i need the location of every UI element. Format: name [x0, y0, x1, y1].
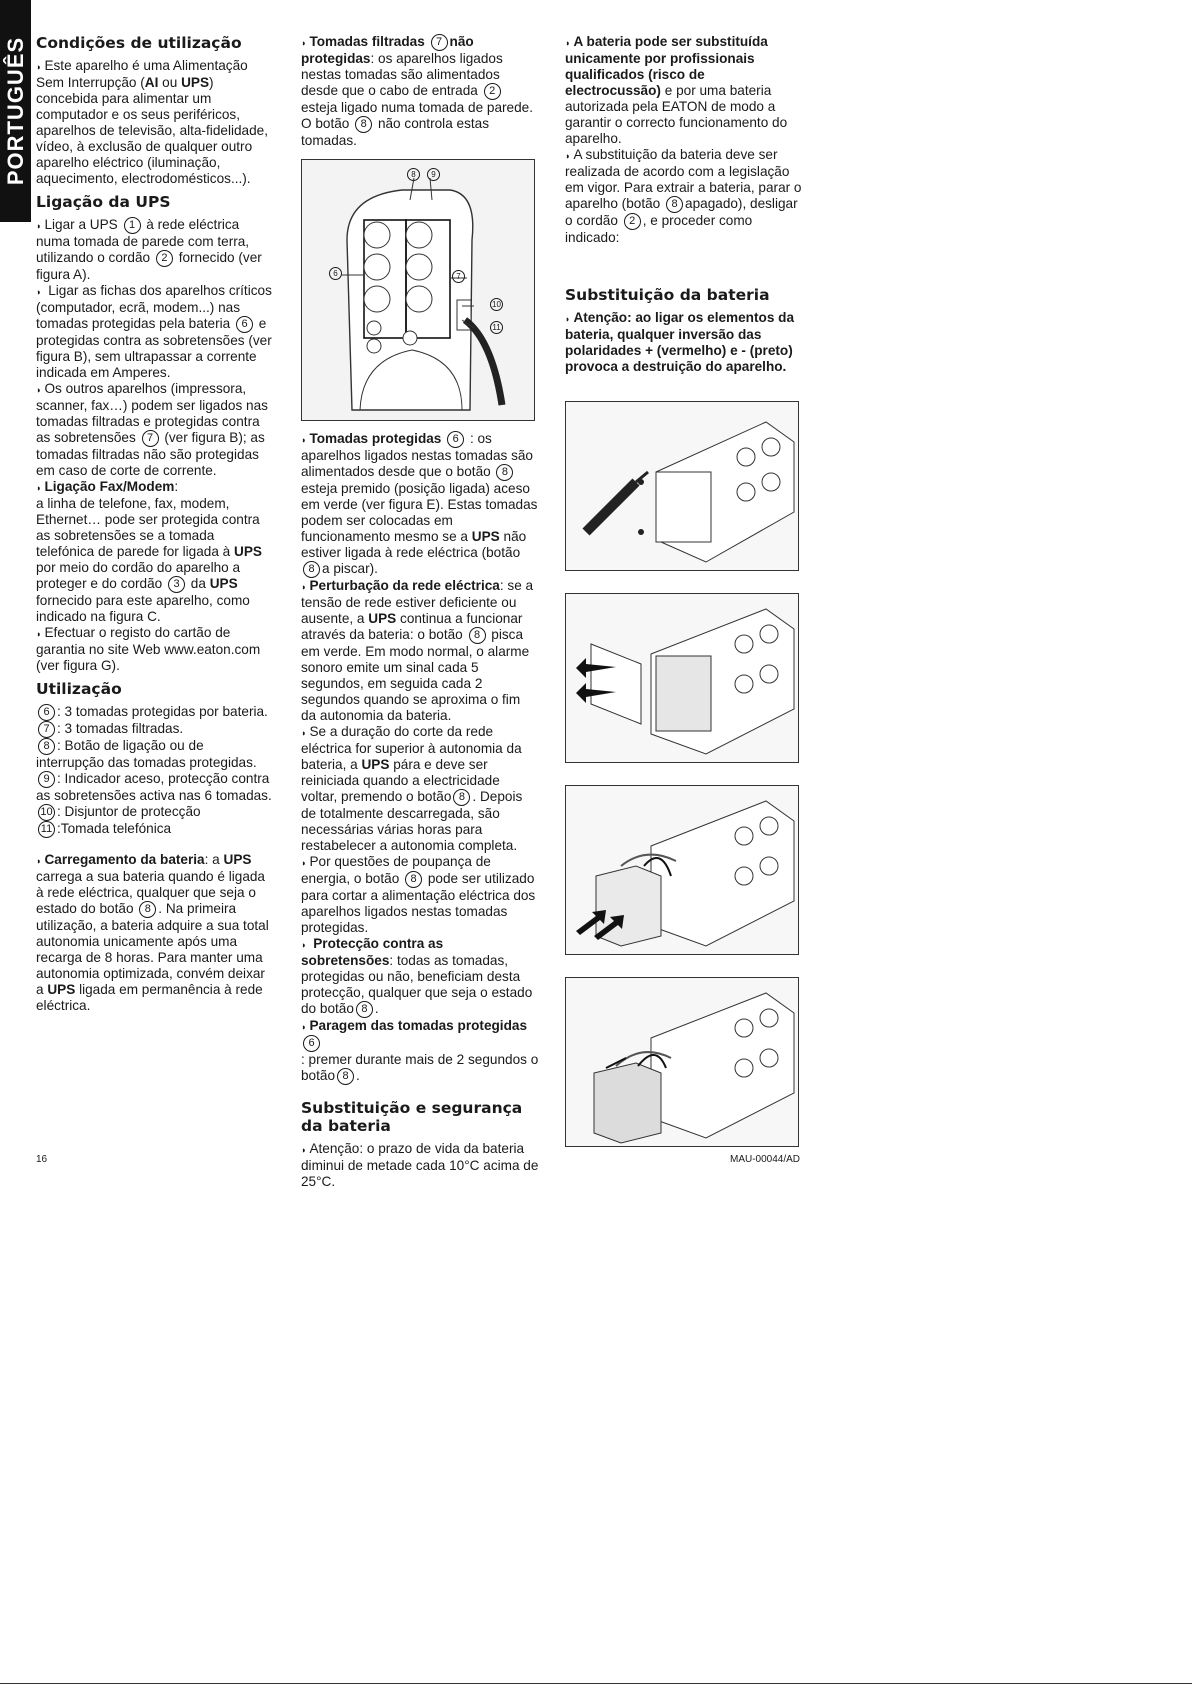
callout-number: 6	[303, 1035, 320, 1052]
heading-battery-replacement: Substituição da bateria	[565, 286, 770, 304]
paragraph-qualified-warning: ◗ A bateria pode ser substituída unicamente por profissionais qualificados (risco de electrocussão) e por uma bateria autorizada pela EATON de modo a garantir o correcto funcionamento do aparelho.	[565, 34, 788, 146]
callout-number: 6	[447, 431, 464, 448]
usage-item-6: 6 : 3 tomadas protegidas por bateria.	[36, 704, 272, 721]
bullet-arrow-icon: ◗	[36, 62, 42, 72]
usage-item-8: 8 : Botão de ligação ou de interrupção das tomadas protegidas.	[36, 738, 257, 771]
bullet-arrow-icon: ◗	[565, 314, 571, 324]
bullet-arrow-icon: ◗	[301, 582, 307, 593]
bullet-arrow-icon: ◗	[36, 385, 42, 396]
step-figure-connect-battery	[565, 977, 799, 1147]
step-figure-remove-cover	[565, 593, 799, 763]
heading-replacement-safety: Substituição e segurança da bateria	[301, 1099, 523, 1136]
callout-number: 6	[236, 316, 253, 333]
heading-connection: Ligação da UPS	[36, 193, 171, 211]
paragraph-warranty: ◗ Efectuar o registo do cartão de garantia no site Web www.eaton.com (ver figura G).	[36, 625, 261, 674]
paragraph-grid-disturbance: ◗ Perturbação da rede eléctrica: se a tensão de rede estiver deficiente ou ausente, a UPS continua a funcionar através da bateria: o botão 8 pisca em verde. Em modo normal, o alarme sonoro emite um sinal cada 5 segundos, em seguida cada 2 segundos quando se aproxima o fim da autonomia da bateria.	[301, 578, 534, 724]
paragraph-replacement-procedure: ◗ A substituição da bateria deve ser realizada de acordo com a legislação em vigor. Para extrair a bateria, parar o aparelho (botão 8 apagado), desligar o cordão 2 , e proceder como indicado:	[565, 147, 802, 245]
callout-number: 7	[142, 430, 159, 447]
callout-number: 6	[38, 704, 55, 721]
callout-number: 8	[496, 464, 513, 481]
paragraph-polarity-warning: ◗ Atenção: ao ligar os elementos da bateria, qualquer inversão das polaridades + (vermelho) e - (preto) provoca a destruição do aparelho.	[565, 310, 795, 374]
figure-label: 11	[490, 321, 503, 334]
heading-usage: Utilização	[36, 680, 122, 699]
paragraph-connect-other: ◗ Os outros aparelhos (impressora, scanner, fax…) podem ser ligados nas tomadas filtradas e protegidas contra as sobretensões 7 (ver figura B); as tomadas filtradas não são protegidas em caso de corte de corrente.	[36, 381, 268, 479]
figure-label: 6	[329, 267, 342, 280]
ups-illustration	[302, 160, 534, 420]
callout-number: 8	[405, 871, 422, 888]
callout-number: 2	[624, 213, 641, 230]
paragraph-outage-duration: ◗ Se a duração do corte da rede eléctrica for superior à autonomia da bateria, a UPS pára e deve ser reiniciada quando a electricidade voltar, premendo o botão 8 . Depois de totalmente descarregada, são necessárias várias horas para restabelecer a autonomia completa.	[301, 724, 523, 854]
language-tab-label: PORTUGUÊS	[2, 36, 28, 186]
document-code: MAU-00044/AD	[730, 1154, 801, 1165]
callout-number: 10	[38, 804, 55, 821]
callout-number: 8	[337, 1068, 354, 1085]
column-2	[301, 34, 539, 1190]
callout-number: 8	[469, 627, 486, 644]
bullet-arrow-icon: ◗	[565, 38, 571, 48]
figure-label: 7	[452, 270, 465, 283]
bullet-arrow-icon: ◗	[36, 483, 42, 494]
bullet-arrow-icon: ◗	[36, 856, 42, 867]
paragraph-surge-protection: ◗ Protecção contra as sobretensões: todas as tomadas, protegidas ou não, beneficiam desta protecção, qualquer que seja o estado do botão 8 .	[301, 936, 533, 1017]
bullet-arrow-icon: ◗	[301, 1022, 307, 1033]
paragraph-stop-protected: ◗ Paragem das tomadas protegidas 6 : premer durante mais de 2 segundos o botão 8 .	[301, 1018, 539, 1084]
callout-number: 1	[124, 217, 141, 234]
bullet-arrow-icon: ◗	[565, 151, 571, 161]
callout-number: 8	[355, 116, 372, 133]
step-figure-extract-battery	[565, 785, 799, 955]
callout-number: 8	[139, 901, 156, 918]
callout-number: 11	[38, 821, 55, 838]
callout-number: 2	[484, 83, 501, 100]
callout-number: 8	[356, 1001, 373, 1018]
bullet-arrow-icon: ◗	[301, 1145, 307, 1156]
ups-front-figure	[301, 159, 535, 421]
step-figure-unscrew	[565, 401, 799, 571]
heading-conditions: Condições de utilização	[36, 34, 242, 52]
bullet-arrow-icon: ◗	[301, 728, 307, 739]
bullet-arrow-icon: ◗	[301, 940, 307, 951]
paragraph-battery-charging: ◗ Carregamento da bateria: a UPS carrega a sua bateria quando é ligada à rede eléctrica, qualquer que seja o estado do botão 8 . Na primeira utilização, a bateria adquire a sua total autonomia unicamente após uma recarga de 8 horas. Para manter uma autonomia optimizada, convém deixar a UPS ligada em permanência à rede eléctrica.	[36, 852, 269, 1014]
column-3	[565, 34, 803, 1147]
callout-number: 8	[303, 561, 320, 578]
page-bottom-rule	[0, 1683, 1192, 1684]
callout-number: 8	[666, 196, 683, 213]
callout-number: 7	[431, 34, 448, 51]
callout-number: 8	[453, 789, 470, 806]
usage-item-11: 11 :Tomada telefónica	[36, 821, 272, 838]
paragraph-energy-saving: ◗ Por questões de poupança de energia, o botão 8 pode ser utilizado para cortar a alimentação eléctrica dos aparelhos ligados nestas tomadas protegidas.	[301, 854, 536, 936]
callout-number: 8	[38, 738, 55, 755]
bullet-arrow-icon: ◗	[36, 629, 42, 640]
language-tab	[0, 0, 31, 222]
paragraph-connect-ups: ◗ Ligar a UPS 1 à rede eléctrica numa tomada de parede com terra, utilizando o cordão 2 fornecido (ver figura A).	[36, 217, 262, 283]
paragraph-connect-critical: ◗ Ligar as fichas dos aparelhos críticos (computador, ecrã, modem...) nas tomadas protegidas pela bateria 6 e protegidas contra as sobretensões (ver figura B), sem ultrapassar a corrente indicada em Amperes.	[36, 283, 272, 381]
callout-number: 3	[168, 576, 185, 593]
callout-number: 9	[38, 771, 55, 788]
page-number: 16	[36, 1154, 48, 1165]
callout-number: 7	[38, 721, 55, 738]
figure-label: 9	[427, 168, 440, 181]
callout-number: 2	[156, 250, 173, 267]
figure-label: 8	[407, 168, 420, 181]
bullet-arrow-icon: ◗	[36, 221, 42, 232]
paragraph-battery-life: ◗ Atenção: o prazo de vida da bateria diminui de metade cada 10°C acima de 25°C.	[301, 1141, 539, 1190]
bullet-arrow-icon: ◗	[36, 287, 42, 298]
figure-label: 10	[490, 298, 503, 311]
usage-item-7: 7 : 3 tomadas filtradas.	[36, 721, 272, 738]
paragraph-filtered-outlets: ◗ Tomadas filtradas 7 não protegidas: os aparelhos ligados nestas tomadas são alimentados desde que o cabo de entrada 2 esteja ligado numa tomada de parede. O botão 8 não controla estas tomadas.	[301, 34, 534, 149]
usage-item-9: 9 : Indicador aceso, protecção contra as sobretensões activa nas 6 tomadas.	[36, 771, 272, 804]
paragraph-fax-modem: ◗ Ligação Fax/Modem: a linha de telefone, fax, modem, Ethernet… pode ser protegida contra as sobretensões se a tomada telefónica de parede for ligada à UPS por meio do cordão do aparelho a proteger e do cordão 3 da UPS fornecido para este aparelho, como indicado na figura C.	[36, 479, 262, 625]
paragraph-intro: ◗ Este aparelho é uma Alimentação Sem Interrupção (AI ou UPS) concebida para alimentar um computador e os seus periféricos, aparelhos de televisão, alta-fidelidade, vídeo, à exclusão de qualquer outro aparelho eléctrico (iluminação, aquecimento, electrodomésticos...).	[36, 58, 269, 186]
bullet-arrow-icon: ◗	[301, 38, 307, 49]
paragraph-protected-outlets: ◗ Tomadas protegidas 6 : os aparelhos ligados nestas tomadas são alimentados desde que o botão 8esteja premido (posição ligada) aceso em verde (ver figura E). Estas tomadas podem ser colocadas em funcionamento mesmo se a UPS não estiver ligada à rede eléctrica (botão8 a piscar).	[301, 431, 538, 577]
bullet-arrow-icon: ◗	[301, 435, 307, 446]
bullet-arrow-icon: ◗	[301, 858, 307, 869]
column-1	[36, 34, 272, 1014]
usage-item-10: 10 : Disjuntor de protecção	[36, 804, 272, 821]
